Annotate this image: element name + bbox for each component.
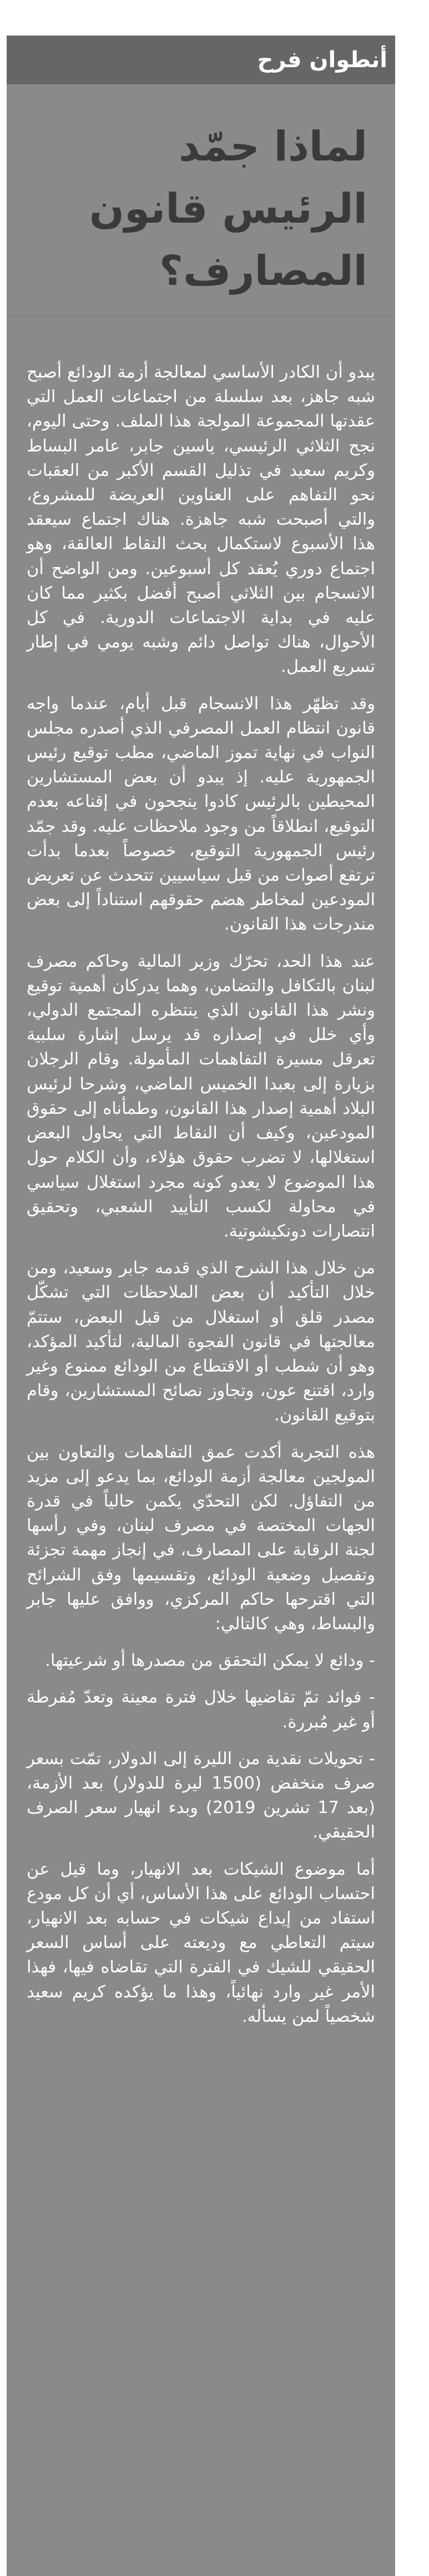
article-card <box>7 36 395 2576</box>
article-headline: لماذا جمّد الرئيس قانون المصارف؟ <box>89 123 367 295</box>
article-paragraph: وقد تظهّر هذا الانسجام قبل أيام، عندما واجه قانون انتظام العمل المصرفي الذي أصدره مجلس النواب في نهاية تموز الماضي، مطب توقيع رئيس الجمهورية عليه. إذ يبدو أن بعض المستشارين المحيطين بالرئيس كادوا ينجحون في إقناعه بعدم التوقيع، انطلاقاً من وجود ملاحظات عليه. وقد جمّد رئيس الجمهورية التوقيع، خصوصاً بعدما بدأت ترتفع أصوات من قبل سياسيين تتحدث عن تعريض المودعين لمخاطر هضم حقوقهم استناداً إلى بعض مندرجات هذا القانون. <box>27 694 375 935</box>
article-paragraph: يبدو أن الكادر الأساسي لمعالجة أزمة الودائع أصبح شبه جاهز، بعد سلسلة من اجتماعات العمل التي عقدتها المجموعة المولجة هذا الملف. وحتى اليوم، نجح الثلاثي الرئيسي، ياسين جابر، عامر البساط وكريم سعيد في تذليل القسم الأكبر من العقبات نحو التفاهم على العناوين العريضة للمشروع، والتي أصبحت شبه جاهزة. هناك اجتماع سيعقد هذا الأسبوع لاستكمال بحث النقاط العالقة، وهو اجتماع دوري يُعقد كل أسبوعين. ومن الواضح أن الانسجام بين الثلاثي أصبح أفضل بكثير مما كان عليه في بداية الاجتماعات الدورية. في كل الأحوال، هناك تواصل دائم وشبه يومي في إطار تسريع العمل. <box>27 363 375 677</box>
author-name[interactable]: أنطوان فرح <box>257 47 387 73</box>
article-paragraph: أما موضوع الشيكات بعد الانهيار، وما قيل عن احتساب الودائع على هذا الأساس، أي أن كل مودع استفاد من إيداع شيكات في حسابه بعد الانهيار، سيتم التعاطي مع وديعته على أساس السعر الحقيقي للشيك في الفترة التي تقاضاه فيها، فهذا الأمر غير وارد نهائياً، وهذا ما يؤكده كريم سعيد شخصياً لمن يسأله. <box>27 1859 375 2026</box>
list-item: - فوائد تمّ تقاضيها خلال فترة معينة وتعدّ مُفرطة أو غير مُبررة. <box>27 1688 375 1732</box>
article-paragraph: هذه التجربة أكدت عمق التفاهمات والتعاون بين المولجين معالجة أزمة الودائع، بما يدعو إلى مزيد من التفاؤل. لكن التحدّي يكمن حالياً في قدرة الجهات المختصة في مصرف لبنان، وفي رأسها لجنة الرقابة على المصارف، في إنجاز مهمة تجزئة وتفصيل وضعية الودائع، وتقسيمها وفق الشرائح التي اقترحها حاكم المركزي، ووافق عليها جابر والبساط، وهي كالتالي: <box>27 1442 375 1634</box>
list-item: - ودائع لا يمكن التحقق من مصدرها أو شرعيتها. <box>45 1651 375 1671</box>
list-item: - تحويلات نقدية من الليرة إلى الدولار، تمّت بسعر صرف منخفض (1500 ليرة للدولار) بعد الأزمة، (بعد 17 تشرين 2019) وبدء انهيار سعر الصرف الحقيقي. <box>27 1749 375 1842</box>
article-body <box>27 360 375 2029</box>
article-paragraph: من خلال هذا الشرح الذي قدمه جابر وسعيد، ومن خلال التأكيد أن بعض الملاحظات التي تشكّل مصدر قلق أو استغلال من قبل البعض، ستتمّ معالجتها في قانون الفجوة المالية، لتأكيد المؤكد، وهو أن شطب أو الاقتطاع من الودائع ممنوع وغير وارد، اقتنع عون، وتجاوز نصائح المستشارين، وقام بتوقيع القانون. <box>27 1258 375 1425</box>
article-paragraph: عند هذا الحد، تحرّك وزير المالية وحاكم مصرف لبنان بالتكافل والتضامن، وهما يدركان أهمية توقيع ونشر هذا القانون الذي ينتظره المجتمع الدولي، وأي خلل في إصداره قد يرسل إشارة سلبية تعرقل مسيرة التفاهمات المأمولة. وقام الرجلان بزيارة إلى بعبدا الخميس الماضي، وشرحا لرئيس البلاد أهمية إصدار هذا القانون، وطمأناه إلى حقوق المودعين، وكيف أن النقاط التي يحاول البعض استغلالها، لا تضرب حقوق هؤلاء، وأن الكلام حول هذا الموضوع لا يعدو كونه مجرد استغلال سياسي في محاولة لكسب التأييد الشعبي، وتحقيق انتصارات دونكيشوتية. <box>27 951 375 1241</box>
divider <box>7 315 395 316</box>
author-bar <box>7 36 395 84</box>
